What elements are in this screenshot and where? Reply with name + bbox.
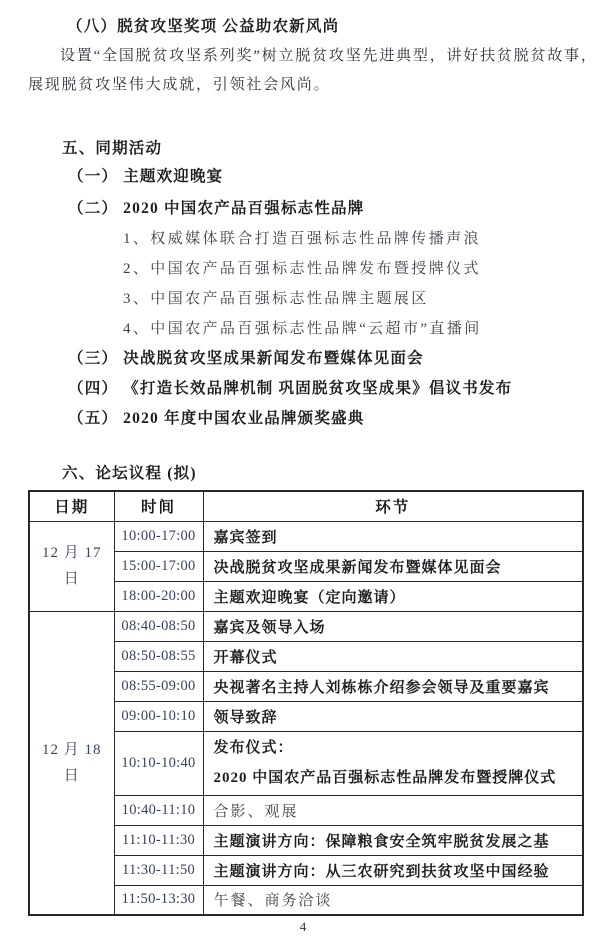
page-number: 4 (299, 919, 307, 934)
event-cell: 开幕仪式 (203, 641, 583, 671)
section5-item3: （三） 决战脱贫攻坚成果新闻发布暨媒体见面会 (68, 350, 424, 367)
event-cell (203, 731, 583, 795)
table-row (29, 611, 583, 641)
section5-subitem2: 2、中国农产品百强标志性品牌发布暨授牌仪式 (123, 261, 481, 277)
date-line1: 12 月 17 (41, 545, 102, 561)
section5-item4: （四） 《打造长效品牌机制 巩固脱贫攻坚成果》倡议书发布 (68, 380, 513, 397)
heading-section8: （八）脱贫攻坚奖项 公益助农新风尚 (67, 18, 340, 35)
event-cell: 嘉宾及领导入场 (203, 611, 583, 641)
time-cell: 15:00-17:00 (114, 551, 203, 581)
time-cell: 08:40-08:50 (114, 611, 203, 641)
column-header-event: 环节 (203, 491, 583, 521)
event-cell: 主题演讲方向：保障粮食安全筑牢脱贫发展之基 (203, 825, 583, 855)
event-line2: 2020 中国农产品百强标志性品牌发布暨授牌仪式 (213, 770, 557, 786)
section5-item2: （二） 2020 中国农产品百强标志性品牌 (68, 200, 365, 217)
agenda-header-row (29, 491, 583, 521)
column-header-date: 日期 (29, 491, 114, 521)
table-row (29, 521, 583, 551)
column-header-time: 时间 (114, 491, 203, 521)
event-cell: 午餐、商务洽谈 (203, 885, 583, 915)
heading-section5: 五、同期活动 (62, 140, 163, 157)
event-cell: 主题演讲方向：从三农研究到扶贫攻坚中国经验 (203, 855, 583, 885)
event-cell: 决战脱贫攻坚成果新闻发布暨媒体见面会 (203, 551, 583, 581)
date-cell-dec17 (29, 521, 114, 611)
date-line1: 12 月 18 (41, 741, 102, 758)
time-cell: 11:10-11:30 (114, 825, 203, 855)
time-cell: 10:00-17:00 (114, 521, 203, 551)
section5-subitem4: 4、中国农产品百强标志性品牌“云超市”直播间 (123, 321, 482, 337)
time-cell: 08:50-08:55 (114, 641, 203, 671)
event-cell: 主题欢迎晚宴（定向邀请） (203, 581, 583, 611)
event-cell: 合影、观展 (203, 795, 583, 825)
event-cell: 领导致辞 (203, 701, 583, 731)
date-line2: 日 (63, 767, 80, 784)
heading-section6: 六、论坛议程 (拟) (62, 465, 197, 482)
time-cell: 11:30-11:50 (114, 855, 203, 885)
time-cell: 18:00-20:00 (114, 581, 203, 611)
section5-item1: （一） 主题欢迎晚宴 (68, 168, 224, 185)
date-cell-dec18 (29, 611, 114, 915)
date-line2: 日 (63, 571, 80, 587)
agenda-table (28, 490, 584, 916)
event-cell: 央视著名主持人刘栋栋介绍参会领导及重要嘉宾 (203, 671, 583, 701)
time-cell: 09:00-10:10 (114, 701, 203, 731)
event-cell: 嘉宾签到 (203, 521, 583, 551)
time-cell: 11:50-13:30 (114, 885, 203, 915)
section5-item5: （五） 2020 年度中国农业品牌颁奖盛典 (68, 410, 365, 427)
section5-subitem3: 3、中国农产品百强标志性品牌主题展区 (123, 291, 429, 307)
section5-subitem1: 1、权威媒体联合打造百强标志性品牌传播声浪 (123, 231, 481, 247)
time-cell: 10:10-10:40 (114, 731, 203, 795)
event-line1: 发布仪式： (213, 740, 294, 756)
time-cell: 10:40-11:10 (114, 795, 203, 825)
time-cell: 08:55-09:00 (114, 671, 203, 701)
intro-paragraph-line1: 设置“全国脱贫攻坚系列奖”树立脱贫攻坚先进典型，讲好扶贫脱贫故事， (60, 48, 598, 64)
intro-paragraph-line2: 展现脱贫攻坚伟大成就，引领社会风尚。 (28, 77, 331, 93)
